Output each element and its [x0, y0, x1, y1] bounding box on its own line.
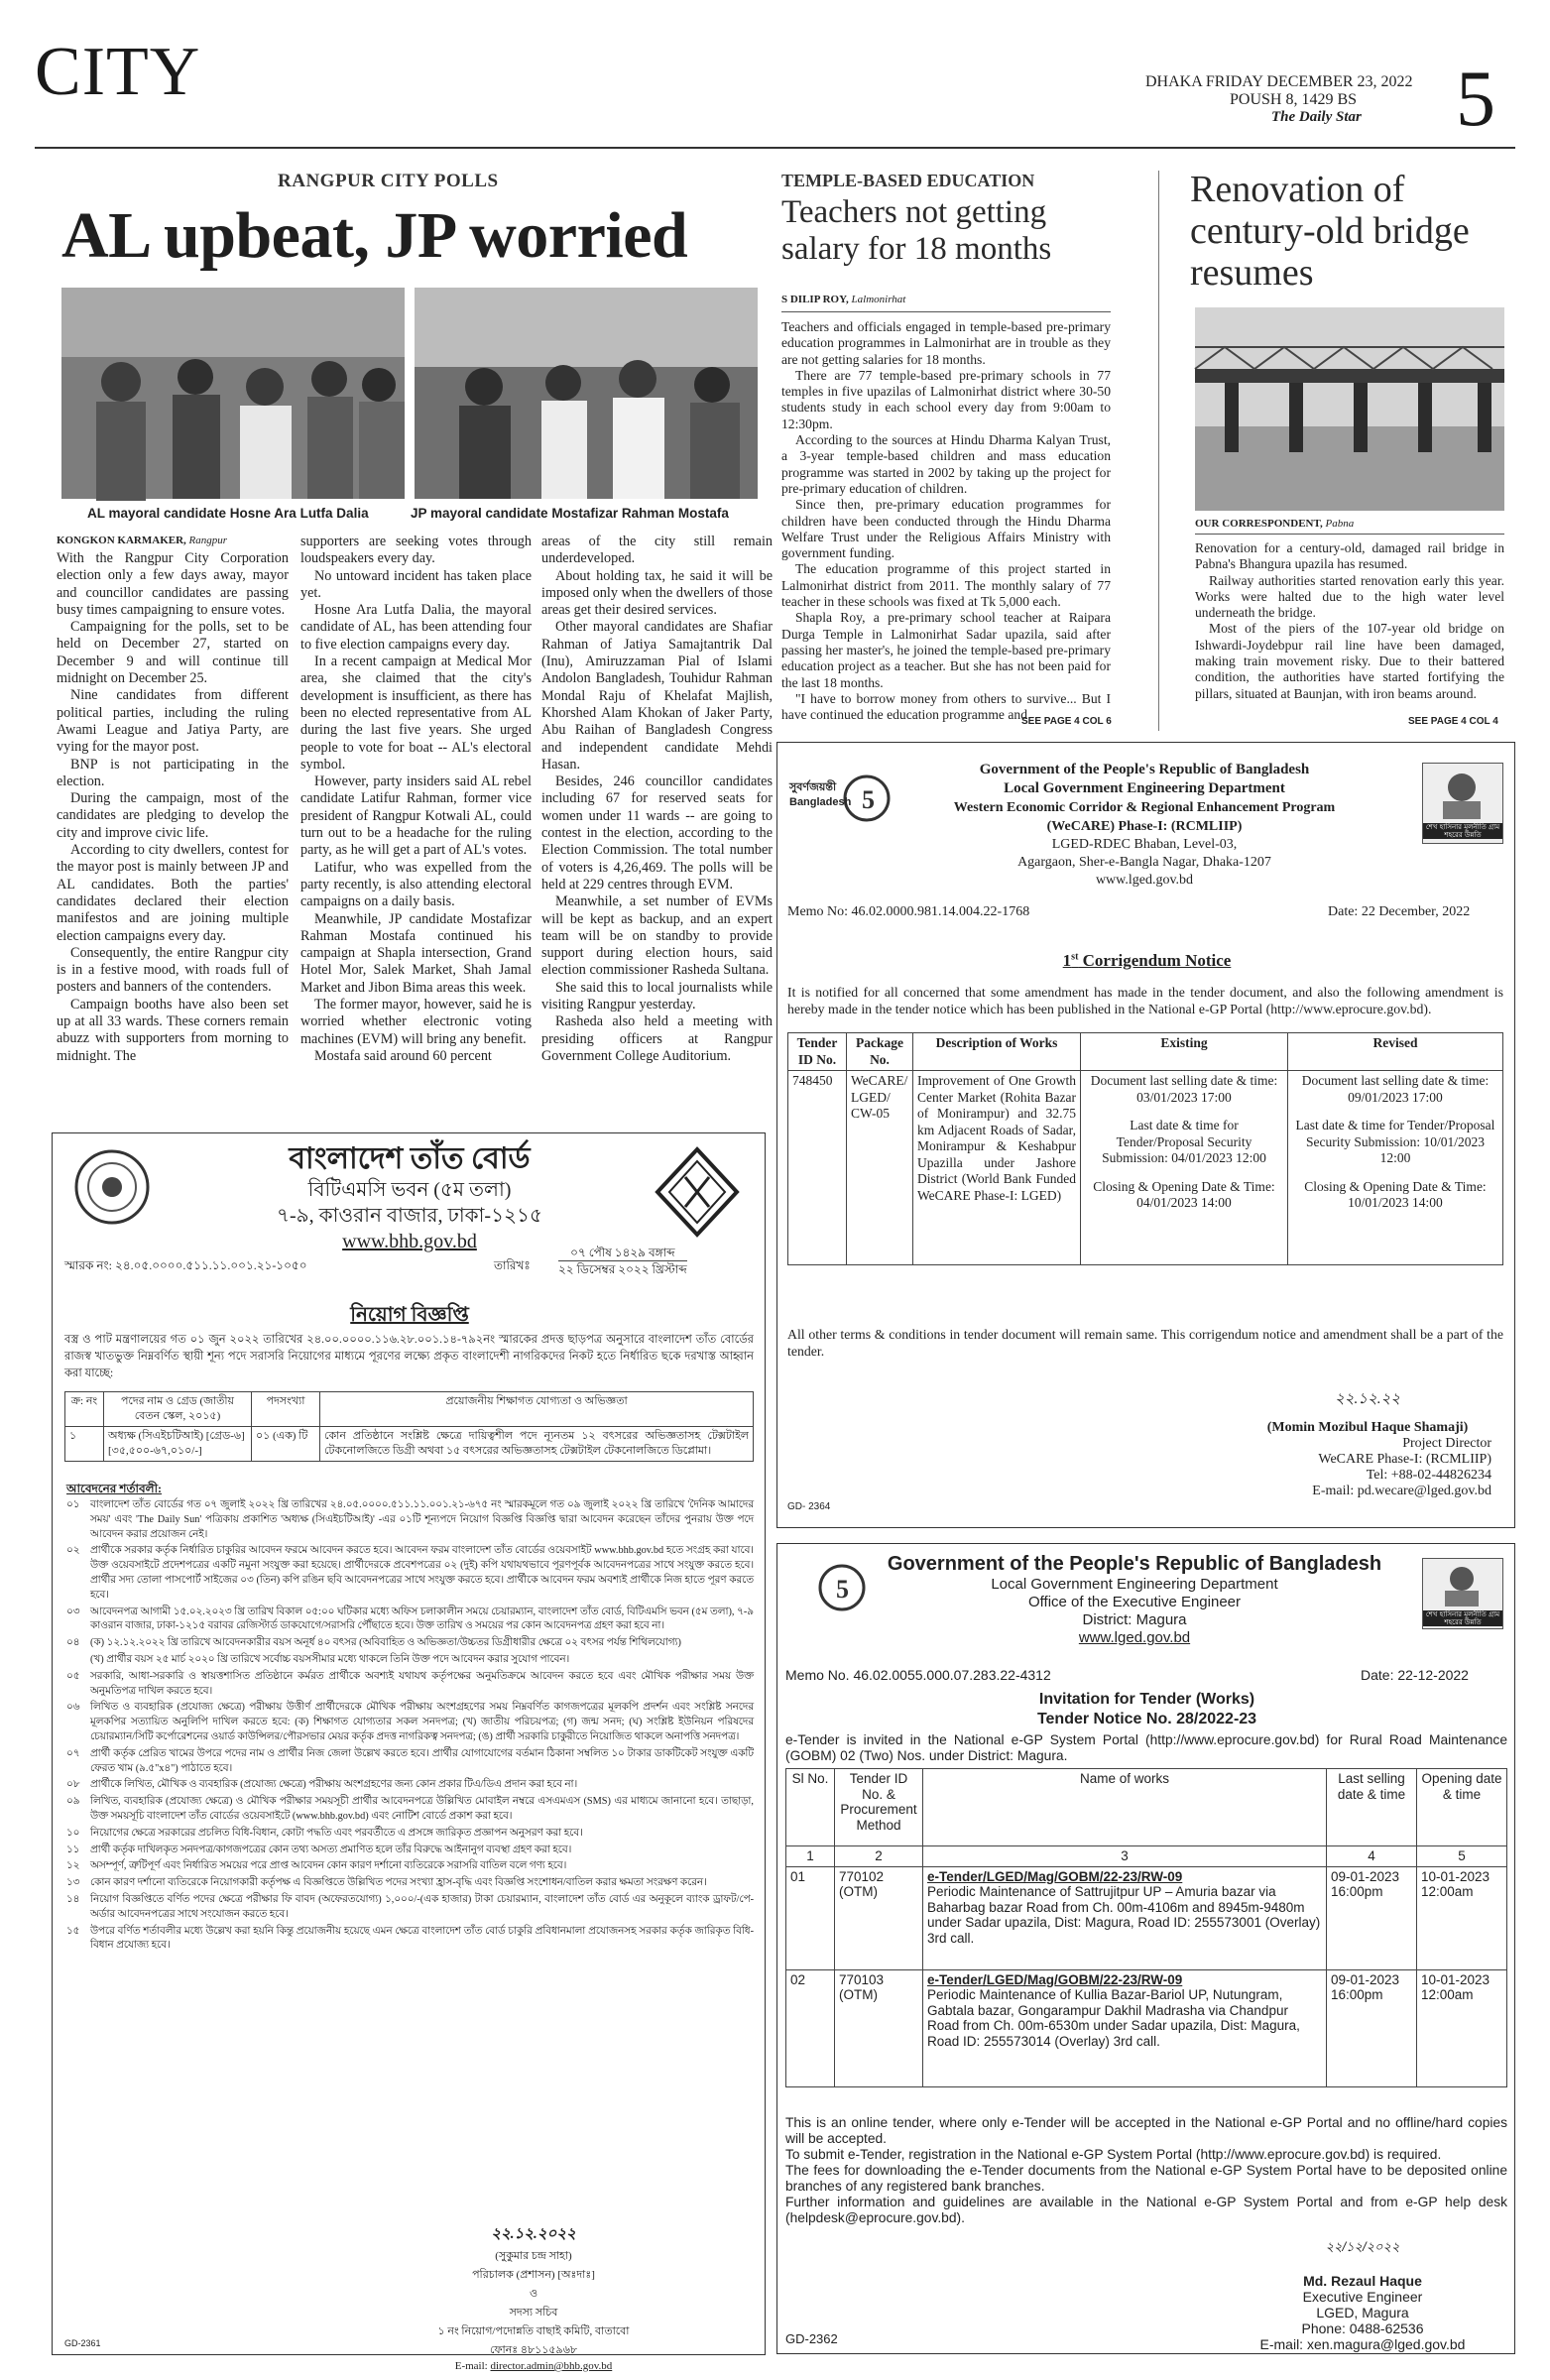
bhb-phone: ফোনঃ ৪৮১১৫৯৬৮ — [490, 2344, 577, 2356]
bridge-image — [1195, 307, 1504, 511]
th-tender-id: Tender ID No. — [788, 1033, 847, 1071]
term-text: উপরে বর্ণিত শর্তাবলীর মধ্যে উল্লেখ করা হয়নি কিন্তু প্রয়োজনীয় হয়েছে এমন ক্ষেত্রে বাংলাদেশ তাঁত বোর্ড চাকুরি প্রবিধানমালা প্রযোজনসহ সরকার কর্তৃক জারিকৃত বিধি-বিধান প্রযোজ্য হবে। — [90, 1925, 754, 1952]
story2-byline-name: S DILIP ROY, — [781, 294, 849, 305]
bth-no: ক্র: নং — [65, 1392, 104, 1427]
revised-2: Last date & time for Tender/Proposal Security Submission: 10/01/2023 12:00 — [1295, 1118, 1495, 1165]
term-text: নিয়োগ বিজ্ঞপ্তিতে বর্ণিত পদের ক্ষেত্রে পরীক্ষার ফি বাবদ (অফেরতযোগ্য) ১,০০০/-(এক হাজার) টাকা চেয়ারম্যান, বাংলাদেশ তাঁত বোর্ড এর অনুকূলে ব্যাংক ড্রাফট/পে-অর্ডার আবেদনপত্রের সাথে সংযোজন করতে হবে। — [90, 1893, 754, 1920]
bhb-heading: নিয়োগ বিজ্ঞপ্তি — [350, 1304, 469, 1326]
term-text: প্রার্থীকে লিখিত, মৌখিক ও ব্যবহারিক (প্রযোজ্য ক্ষেত্রে) পরীক্ষায় অংশগ্রহণের জন্য কোন প্রকার টিএ/ডিএ প্রদান করা হবে না। — [90, 1779, 578, 1791]
term-text: আবেদনপত্র আগামী ১৫.০২.২০২৩ খ্রি তারিখ বিকাল ০৫:০০ ঘটিকার মধ্যে অফিস চলাকালীন সময়ে চেয়ারম্যান, বাংলাদেশ তাঁত বোর্ড, বিটিএমসি ভবন (৫ম তলা), ৭-৯ কাওরান বাজার, ঢাকা-১২১৫ বরাবর রেজিস্টার্ড ডাকযোগে/সরাসরি পৌঁছাতে হবে। উক্ত তারিখ ও সময়ের পর কোন আবেদনপত্র গ্রহণ করা হবে না। — [90, 1606, 754, 1632]
mth-id: Tender ID No. & Procurement Method — [835, 1769, 923, 1846]
existing-2: Last date & time for Tender/Proposal Security Submission: 04/01/2023 12:00 — [1102, 1118, 1266, 1165]
paragraph: Teachers and officials engaged in temple-based pre-primary education programmes in Lalmonirhat are in trouble as they are not getting salaries for 18 months. — [781, 319, 1111, 367]
bhb-email-line — [410, 2360, 657, 2372]
mrow2-sell: 09-01-2023 16:00pm — [1327, 1969, 1417, 2086]
list-item — [66, 1653, 754, 1668]
paragraph: Meanwhile, a set number of EVMs will be kept as backup, and an expert team will be on standby to provide support during election hours, said election commissioner Rasheda Sultana. — [541, 893, 773, 979]
paragraph: areas of the city still remain underdeveloped. — [541, 534, 773, 567]
mnum-2: 2 — [835, 1846, 923, 1867]
paragraph: According to the sources at Hindu Dharma Kalyan Trust, a 3-year temple-based children and mass education programme was started in 2002 by taking up the project for pre-primary education of children. — [781, 432, 1111, 496]
svg-text:5: 5 — [862, 785, 875, 814]
table-row — [786, 1969, 1507, 2086]
story3-body — [1195, 540, 1504, 709]
caption-jp: JP mayoral candidate Mostafizar Rahman Mostafa — [411, 506, 729, 521]
term-text: কোন কারণ দর্শানো ব্যতিরেকে নিয়োগকারী কর্তৃপক্ষ এ বিজ্ঞপ্তিতে উল্লিখিত পদের সংখ্যা হ্রাস-বৃদ্ধি এবং বিজ্ঞপ্তি সংশোধন/বাতিল করার ক্ষমতা সংরক্ষণ করেন। — [90, 1877, 707, 1889]
paragraph: With the Rangpur City Corporation election only a few days away, mayor and councillor candidates are passing busy times campaigning to ensure votes. — [57, 550, 289, 618]
term-text: (খ) প্রার্থীর বয়স ২৫ মার্চ ২০২০ খ্রি তারিখে সর্বোচ্চ বয়সসীমার মধ্যে থাকলে তিনি উক্ত পদে আবেদন করার সুযোগ পাবেন। — [90, 1653, 570, 1665]
story3-byline-place: Pabna — [1325, 518, 1355, 530]
bhb-memo: স্মারক নং: ২৪.০৫.০০০০.৫১১.১১.০০১.২১-১০৫০ — [64, 1258, 307, 1272]
bhb-signer-title: পরিচালক (প্রশাসন) [অঃদাঃ] — [472, 2269, 595, 2281]
page-number: 5 — [1456, 56, 1495, 143]
mrow1-sell: 09-01-2023 16:00pm — [1327, 1866, 1417, 1969]
list-item — [66, 1606, 754, 1635]
term-text: প্রার্থীকে সরকার কর্তৃক নির্ধারিত চাকুরির আবেদন ফরমে আবেদন করতে হবে। আবেদন ফরম বাংলাদেশ তাঁত বোর্ডের ওয়েবসাইট www.bhb.gov.bd হতে সংগ্রহ করা যাবে। উক্ত ওয়েবসাইটে প্রদেশপত্রের একটি নমুনা সংযুক্ত করা হয়েছে। প্রার্থীদেরকে প্রবেশপত্রের ০২ (দুই) কপি যথাযথভাবে পূরণপূর্বক আবেদনপত্রের সাথে সংযুক্ত করতে হবে। প্রার্থীর সদ্য তোলা পাসপোর্ট সাইজের ০৩ (তিন) কপি রঙিন ছবি আবেদনপত্রের সাথে সংযুক্ত করতে হবে। প্রার্থীকে আবেদন ফরম অবশ্যই প্রার্থীকে নিজ হাতে পূরণ করতে হবে। — [90, 1545, 754, 1601]
bhb-intro: বস্ত্র ও পাট মন্ত্রণালয়ের গত ০১ জুন ২০২২ তারিখের ২৪.০০.০০০০.১১৬.২৮.০০১.১৪-৭৯২নং স্মারকের প্রদত্ত ছাড়পত্র অনুসারে বাংলাদেশ তাঁত বোর্ডের রাজস্ব খাতভুক্ত নিম্নবর্ণিত স্থায়ী শূন্য পদে সরাসরি নিয়োগের মাধ্যমে পূরণের লক্ষ্যে প্রকৃত বাংলাদেশী নাগরিকদের নিকট হতে নির্ধারিত ছকে দরখাস্ত আহ্বান করা যাচ্ছে: — [64, 1334, 754, 1379]
corrigendum-intro: It is notified for all concerned that some amendment has made in the tender document, and also the following amendment is hereby made in the tender notice which has been published in the National e-GP Portal (http://www.eprocure.gov.bd). — [787, 985, 1503, 1016]
term-number: ১১ — [66, 1844, 80, 1855]
bhb-sub2: ৭-৯, কাওরান বাজার, ঢাকা-১২১৫ — [276, 1205, 543, 1227]
magura-portrait — [1422, 1558, 1503, 1629]
magura-signer-org: LGED, Magura — [1316, 2305, 1409, 2320]
revised-1: Document last selling date & time: 09/01/2023 17:00 — [1301, 1073, 1490, 1105]
photo-bridge — [1195, 307, 1504, 511]
paragraph: Most of the piers of the 107-year old bridge on Ishwardi-Joydebpur rail line have been damaged, making train movement risky. Due to their battered condition, the authorities have started fortifying the pillars, situated at Baunjan, with iron beams around. — [1195, 621, 1504, 701]
btd-post: অধ্যক্ষ (সিএইচটিআই) [গ্রেড-৬] [৩৫,৫০০-৬৭,০১০/-] — [104, 1427, 252, 1462]
magura-note-1: This is an online tender, where only e-Tender will be accepted in the National e-GP Portal and no offline/hard copies will be accepted. — [785, 2115, 1507, 2146]
list-item — [66, 1859, 754, 1874]
paragraph: Since then, pre-primary education programmes for children have been conducted through the Hindu Dharma Welfare Trust under the Religious Affairs Ministry with government funding. — [781, 497, 1111, 561]
paragraph: The education programme of this project started in Lalmonirhat district from 2011. The monthly salary of 77 teacher in these schools was fixed at Tk 5,000 each. — [781, 561, 1111, 610]
story2-byline-place: Lalmonirhat — [851, 294, 906, 305]
term-text: লিখিত, ব্যবহারিক (প্রযোজ্য ক্ষেত্রে) ও মৌখিক পরীক্ষার সময়সূচী প্রার্থীর আবেদনপত্রে উল্লিখিত মোবাইল নম্বরে এসএমএস (SMS) এর মাধ্যমে জানানো হবে। তাছাড়া, উক্ত সময়সূচি বাংলাদেশ তাঁত বোর্ডের ওয়েবসাইটে (www.bhb.gov.bd) এবং নোটিশ বোর্ডে প্রকাশ করা হবে। — [90, 1796, 754, 1822]
paragraph: "I have to borrow money from others to survive... But I have continued the education programme and — [781, 690, 1111, 723]
story3-rule — [1195, 534, 1504, 535]
bhb-logo — [656, 1147, 739, 1237]
bhb-date-label: তারিখঃ — [494, 1258, 531, 1272]
td-tender-id: 748450 — [788, 1071, 847, 1265]
paragraph: Nine candidates from different political parties, including the ruling Awami League and Jatiya Party, are vying for the mayor post. — [57, 687, 289, 756]
term-text: প্রার্থী কর্তৃক প্রেরিত খামের উপরে পদের নাম ও প্রার্থীর নিজ জেলা উল্লেখ করতে হবে। প্রার্থীর যোগাযোগের বর্তমান ঠিকানা সম্বলিত ১০ টাকার ডাকটিকেট সংযুক্ত একটি ফেরত খাম (৯.৫"x৪") পাঠাতে হবে। — [90, 1747, 754, 1774]
magura-memo: Memo No. 46.02.0055.000.07.283.22-4312 — [785, 1667, 1051, 1683]
bhb-date1: ০৭ পৌষ ১৪২৯ বঙ্গাব্দ — [570, 1246, 675, 1259]
caption-al: AL mayoral candidate Hosne Ara Lutfa Dalia — [87, 506, 369, 521]
list-item — [66, 1876, 754, 1891]
ad-wecare — [776, 742, 1515, 1528]
column-divider — [1158, 171, 1159, 731]
term-text: প্রার্থী কর্তৃক দাখিলকৃত সনদপত্র/কাগজপত্রের কোন তথ্য অসত্য প্রমাণিত হলে তাঁর বিরুদ্ধে আইনানুগ ব্যবস্থা গ্রহণ করা হবে। — [90, 1844, 572, 1855]
term-number — [66, 1653, 90, 1668]
wecare-date: Date: 22 December, 2022 — [1328, 904, 1471, 919]
portrait-caption: শেখ হাসিনার মূলনীতি গ্রাম শহরের উন্নতি — [1423, 823, 1502, 839]
paragraph: During the campaign, most of the candidates are pledging to develop the city and improve civic life. — [57, 790, 289, 841]
list-item — [66, 1778, 754, 1793]
revised-3: Closing & Opening Date & Time: 10/01/2023 14:00 — [1304, 1178, 1487, 1210]
wecare-sign-date: ২২.১২.২২ — [1335, 1391, 1400, 1407]
story1-kicker: RANGPUR CITY POLLS — [278, 171, 499, 191]
magura-phone: Phone: 0488-62536 — [1301, 2320, 1424, 2336]
term-number: ০২ — [66, 1545, 80, 1557]
term-number: ১৪ — [66, 1893, 80, 1905]
magura-org3: Office of the Executive Engineer — [1027, 1594, 1241, 1610]
list-item — [66, 1827, 754, 1842]
bhb-email-label: E-mail: — [454, 2360, 488, 2372]
magura-portrait-icon — [1423, 1559, 1500, 1606]
photo-al-candidate — [61, 288, 405, 499]
wecare-tel: Tel: +88-02-44826234 — [1366, 1468, 1491, 1483]
paragraph: Shapla Roy, a pre-primary school teacher at Raipara Durga Temple in Lalmonirhat Sadar upazila, said after passing her master's, he joined the temple-based pre-primary education project as a teacher. But she has not been paid for the last 18 months. — [781, 610, 1111, 690]
term-number: ০৫ — [66, 1670, 80, 1682]
paragraph: Campaign booths have also been set up at all 33 wards. These corners remain abuzz with supporters from morning to midnight. The — [57, 996, 289, 1064]
bth-count: পদসংখ্যা — [252, 1392, 320, 1427]
magura-notice-no: Tender Notice No. 28/2022-23 — [1036, 1711, 1257, 1727]
term-text: লিখিত ও ব্যবহারিক (প্রযোজ্য ক্ষেত্রে) পরীক্ষায় উত্তীর্ণ প্রার্থীদেরকে মৌখিক পরীক্ষায় অংশগ্রহণের সময় নিম্নবর্ণিত কাগজপত্রের মূলকপি প্রদর্শন এবং সংশ্লিষ্ট সনদের মূলকপির সত্যায়িত অনুলিপি দাখিল করতে হবে: (ক) শিক্ষাগত যোগ্যতার সকল সনদপত্র; (খ) জাতীয় পরিচয়পত্র; (গ) জন্ম সনদ; (ঘ) সংশ্লিষ্ট ইউনিয়ন পরিষদের চেয়ারম্যান/সিটি কর্পোরেশনের ওয়ার্ড কাউন্সিলর/পৌরসভার মেয়র কর্তৃক প্রদত্ত নাগরিকত্ব সনদপত্র; (ঙ) প্রার্থী সরকারি চাকুরীতে নিয়োজিত থাকলে অনাপত্তি সনদপত্র। — [90, 1702, 754, 1742]
list-item — [66, 1747, 754, 1777]
wecare-web[interactable]: www.lged.gov.bd — [1095, 873, 1194, 888]
paragraph: However, party insiders said AL rebel candidate Latifur Rahman, former vice president of Rangpur Kotwali AL, could turn out to be a headache for the ruling party, as he will get a part of AL's votes. — [300, 774, 532, 859]
term-number: ১২ — [66, 1860, 80, 1872]
bth-post: পদের নাম ও গ্রেড (জাতীয় বেতন স্কেল, ২০১৫) — [104, 1392, 252, 1427]
paragraph: Latifur, who was expelled from the party recently, is also attending electoral campaigns on a daily basis. — [300, 859, 532, 910]
magura-note-3: The fees for downloading the e-Tender documents from the National e-GP System Portal have to be deposited online branches of any registered bank branches. — [785, 2163, 1507, 2194]
btd-no: ১ — [65, 1427, 104, 1462]
wecare-gd: GD- 2364 — [787, 1501, 831, 1512]
mrow1-code: e-Tender/LGED/Mag/GOBM/22-23/RW-09 — [927, 1868, 1183, 1884]
mrow1-works — [923, 1866, 1327, 1969]
paragraph: No untoward incident has taken place yet. — [300, 567, 532, 601]
bhb-gd: GD-2361 — [64, 2338, 101, 2348]
th-revised: Revised — [1288, 1033, 1503, 1071]
magura-org2: Local Government Engineering Department — [991, 1576, 1278, 1593]
wecare-addr2: Agargaon, Sher-e-Bangla Nagar, Dhaka-1207 — [1017, 855, 1271, 870]
magura-table — [785, 1768, 1507, 2087]
list-item — [66, 1701, 754, 1744]
magura-signer: Md. Rezaul Haque — [1303, 2273, 1422, 2289]
bhb-date2: ২২ ডিসেম্বর ২০২২ খ্রিস্টাব্দ — [558, 1262, 687, 1276]
paragraph: Other mayoral candidates are Shafiar Rahman of Jatiya Samajtantrik Dal (Inu), Amiruzzaman Pial of Islami Andolon Bangladesh, Touhidur Rahman Mondal Raju of Khelafat Majlish, Khorshed Alam Khokan of Jaker Party, Abu Raihan of Bangladesh Congress and independent candidate Mehdi Hasan. — [541, 619, 773, 773]
magura-org1: Government of the People's Republic of Bangladesh — [887, 1553, 1382, 1575]
portrait-icon — [1423, 764, 1500, 819]
list-item — [66, 1893, 754, 1923]
ad-magura — [776, 1543, 1515, 2354]
bhb-web[interactable]: www.bhb.gov.bd — [342, 1231, 477, 1252]
loom-board-logo-icon — [656, 1147, 739, 1237]
term-number: ১০ — [66, 1827, 80, 1839]
bangla-date: POUSH 8, 1429 BS — [1230, 91, 1358, 108]
term-number: ০৭ — [66, 1747, 80, 1759]
magura-note-2: To submit e-Tender, registration in the National e-GP System Portal (http://www.eprocure.gov.bd) is required. — [785, 2147, 1442, 2162]
magura-email[interactable]: E-mail: xen.magura@lged.gov.bd — [1259, 2336, 1466, 2352]
magura-portrait-caption: শেখ হাসিনার মূলনীতি গ্রাম শহরের উন্নতি — [1423, 1610, 1502, 1626]
paragraph: Campaigning for the polls, set to be held on December 27, started on December 9 and will continue till midnight on December 25. — [57, 619, 289, 687]
mnum-3: 3 — [923, 1846, 1327, 1867]
magura-intro: e-Tender is invited in the National e-GP System Portal (http://www.eprocure.gov.bd) for Rural Road Maintenance (GOBM) 02 (Two) Nos. under District: Magura. — [785, 1732, 1507, 1763]
wecare-addr1: LGED-RDEC Bhaban, Level-03, — [1051, 837, 1238, 852]
magura-title: Invitation for Tender (Works) — [1038, 1691, 1255, 1708]
magura-note-4: Further information and guidelines are available in the National e-GP System Portal and from e-GP help desk (helpdesk@eprocure.gov.bd). — [785, 2195, 1507, 2225]
term-number: ০৯ — [66, 1796, 80, 1808]
paragraph: Besides, 246 councillor candidates including 67 for reserved seats for women under 11 wards -- are going to contest in the election, according to the Election Commission. The total number of voters is 4,26,469. The polls will be held at 229 centres through EVM. — [541, 774, 773, 892]
table-row — [786, 1866, 1507, 1969]
paragraph: Hosne Ara Lutfa Dalia, the mayoral candidate of AL, has been attending four to five election campaigns every day. — [300, 602, 532, 653]
bhb-title: বাংলাদেশ তাঁত বোর্ড — [289, 1142, 531, 1175]
mrow1-work: Periodic Maintenance of Sattrujitpur UP – Amuria bazar via Baharbag bazar Road from Ch. 00m-4106m and 8945m-9480m under Sadar upazila, Dist: Magura, Road ID: 255573001 (Overlay) 3rd call. — [927, 1884, 1321, 1946]
mth-open: Opening date & time — [1417, 1769, 1507, 1846]
term-number: ০১ — [66, 1499, 80, 1510]
term-number: ০৬ — [66, 1702, 80, 1714]
term-text: বাংলাদেশ তাঁত বোর্ডের গত ০৭ জুলাই ২০২২ খ্রি তারিখের ২৪.০৫.০০০০.৫১১.১১.০০১.২১-৬৭৫ নং স্মারকমূলে গত ০৯ জুলাই ২০২২ খ্রি তারিখে 'দৈনিক আমাদের সময়' এবং 'The Daily Sun' পত্রিকায় প্রকাশিত 'অধ্যক্ষ (সিএইচটিআই)' -এর ০১টি শূন্যপদে নিয়োগ বিজ্ঞপ্তি বিজ্ঞপ্তি দ্বারা আবেদন করেছেন তাঁদের পুনরায় উক্ত পদে আবেদন করার প্রয়োজন নেই। — [90, 1499, 754, 1540]
story3-headline: Renovation of century-old bridge resumes — [1190, 169, 1470, 294]
paragraph: supporters are seeking votes through loudspeakers every day. — [300, 534, 532, 567]
photo-jp-candidate-image — [415, 288, 758, 499]
paragraph: Mostafa said around 60 percent — [314, 1047, 492, 1064]
wecare-memo: Memo No: 46.02.0000.981.14.004.22-1768 — [787, 904, 1030, 919]
story2-byline — [781, 294, 905, 305]
mrow1-sl: 01 — [786, 1866, 835, 1969]
corrigendum-title-sup: st — [1071, 951, 1079, 963]
bhb-table — [64, 1391, 754, 1462]
magura-notes — [785, 2115, 1507, 2226]
btd-qual: কোন প্রতিষ্ঠানে সংশ্লিষ্ট ক্ষেত্রে দায়িত্বশীল পদে ন্যূনতম ১২ বৎসরের অভিজ্ঞতাসহ টেক্সটাইল টেকনোলজিতে ডিগ্রী অথবা ১৫ বৎসরের অভিজ্ঞতাসহ টেক্সটাইল টেকনোলজিতে ডিপ্লোমা। — [320, 1427, 754, 1462]
list-item — [66, 1670, 754, 1700]
paragraph: She said this to local journalists while visiting Rangpur yesterday. — [541, 979, 773, 1013]
story1-column-3 — [541, 534, 773, 1116]
td-existing — [1081, 1071, 1288, 1265]
corrigendum-table — [787, 1032, 1503, 1265]
th-package: Package No. — [847, 1033, 913, 1071]
list-item — [66, 1544, 754, 1603]
mrow2-open: 10-01-2023 12:00am — [1417, 1969, 1507, 2086]
mrow1-open: 10-01-2023 12:00am — [1417, 1866, 1507, 1969]
wecare-signer: (Momin Mozibul Haque Shamaji) — [1266, 1420, 1469, 1435]
td-description: Improvement of One Growth Center Market (Rohita Bazar of Monirampur) and 32.75 km Adjacent Roads of Sadar, Monirampur & Keshabpur Upazilla under Jashore District (World Bank Funded WeCARE Phase-I: LGED) — [913, 1071, 1081, 1265]
jubilee-logo-text: সুবর্ণজয়ন্তী — [789, 781, 837, 793]
corrigendum-title-text: Corrigendum Notice — [1078, 951, 1232, 970]
term-number: ০৪ — [66, 1637, 80, 1649]
mrow1-id: 770102 (OTM) — [835, 1866, 923, 1969]
paragraph: BNP is not participating in the election. — [57, 756, 289, 789]
term-number: ০৮ — [66, 1779, 80, 1791]
term-number: ০৩ — [66, 1606, 80, 1617]
bhb-terms-heading: আবেদনের শর্তাবলী: — [66, 1482, 163, 1495]
jubilee-logo-sub: Bangladesh — [789, 796, 852, 808]
magura-web[interactable]: www.lged.gov.bd — [1078, 1629, 1191, 1646]
list-item — [66, 1925, 754, 1955]
story1-column-2 — [300, 534, 532, 1116]
story1-headline: AL upbeat, JP worried — [61, 199, 688, 272]
bhb-date-block — [558, 1245, 687, 1277]
bhb-sub1: বিটিএমসি ভবন (৫ম তলা) — [307, 1179, 512, 1201]
story1-column-1 — [57, 550, 289, 1116]
magura-sign-date: ২২/১২/২০২২ — [1325, 2239, 1400, 2254]
story3-see-page[interactable]: SEE PAGE 4 COL 4 — [1408, 716, 1498, 727]
existing-1: Document last selling date & time: 03/01/2023 17:00 — [1090, 1073, 1278, 1105]
svg-text:5: 5 — [836, 1575, 849, 1604]
wecare-org3: Western Economic Corridor & Regional Enhancement Program — [953, 800, 1336, 815]
paragraph: Railway authorities started renovation early this year. Works were halted due to the high water level underneath the bridge. — [1195, 572, 1504, 621]
term-text: সরকারি, আধা-সরকারি ও স্বায়ত্তশাসিত প্রতিষ্ঠানে কর্মরত প্রার্থীকে অবশ্যই যথাযথ কর্তৃপক্ষের অনুমতিক্রমে আবেদন করতে হবে এবং মৌখিক পরীক্ষার সময় উক্ত অনুমতিপত্র দাখিল করতে হবে। — [90, 1670, 754, 1697]
paragraph: About holding tax, he said it will be imposed only when the dwellers of those areas get their desired services. — [541, 567, 773, 619]
bhb-sign-date: ২২.১২.২০২২ — [491, 2226, 576, 2242]
photo-al-candidate-image — [61, 288, 405, 499]
portrait-box — [1422, 763, 1503, 844]
dateline: DHAKA FRIDAY DECEMBER 23, 2022 — [1145, 73, 1413, 90]
th-existing: Existing — [1081, 1033, 1288, 1071]
government-seal-icon — [72, 1147, 152, 1227]
term-text: অসম্পূর্ণ, ত্রুটিপূর্ণ এবং নির্ধারিত সময়ের পরে প্রাপ্ত আবেদন কোন কারণ দর্শানো ব্যতিরেকে সরাসরি বাতিল বলে গণ্য হবে। — [90, 1860, 567, 1872]
mrow2-work: Periodic Maintenance of Kullia Bazar-Bariol UP, Nutungram, Gabtala bazar, Gongarampur Dakhil Madrasha via Chandpur Road from Ch. 00m-6530m under Sadar upazila, Dist: Magura, Road ID: 255573014 (Overlay) 3rd call. — [927, 1987, 1300, 2049]
btd-count: ০১ (এক) টি — [252, 1427, 320, 1462]
bhb-and: ও — [529, 2288, 538, 2300]
story2-headline: Teachers not getting salary for 18 months — [781, 194, 1052, 267]
bhb-signer: (সুকুমার চন্দ্র সাহা) — [495, 2250, 572, 2262]
paper-logo: The Daily Star — [1271, 109, 1362, 125]
story3-byline-name: OUR CORRESPONDENT, — [1195, 518, 1323, 530]
list-item — [66, 1498, 754, 1542]
story3-byline — [1195, 518, 1354, 530]
list-item — [66, 1844, 754, 1858]
term-number: ১৩ — [66, 1877, 80, 1889]
mrow2-sl: 02 — [786, 1969, 835, 2086]
story1-byline-place: Rangpur — [188, 535, 228, 546]
term-text: (ক) ১২.১২.২০২২ খ্রি তারিখে আবেদনকারীর বয়স অনূর্ধ ৪০ বৎসর (অবিবাহিত ও অভিজ্ঞতা/উচ্চতর ডিগ্রীধারীর ক্ষেত্রে ০২ বৎসর পর্যন্ত শিথিলযোগ্য) — [90, 1637, 681, 1649]
th-description: Description of Works — [913, 1033, 1081, 1071]
story1-byline — [57, 535, 227, 546]
wecare-signature — [1244, 1387, 1491, 1499]
paragraph: The former mayor, however, said he is worried whether electronic voting machines (EVM) will bring any benefit. — [300, 997, 532, 1047]
magura-signer-title: Executive Engineer — [1302, 2289, 1423, 2305]
masthead-rule — [35, 147, 1515, 149]
mrow2-id: 770103 (OTM) — [835, 1969, 923, 2086]
wecare-signer-title: Project Director — [1402, 1436, 1491, 1451]
bhb-header — [152, 1141, 667, 1254]
list-item — [66, 1795, 754, 1825]
wecare-org2: Local Government Engineering Department — [1004, 780, 1285, 796]
paragraph: In a recent campaign at Medical Mor area, she claimed that the city's development is insufficient, as there has been no elected representative from AL during the last five years. She urged people to vote for boat -- AL's electoral symbol. — [300, 654, 532, 773]
paragraph: Meanwhile, JP candidate Mostafizar Rahman Mostafa continued his campaign at Shapla intersection, Grand Hotel Mor, Salek Market, Shah Jamal Market and Jibon Bima areas this week. — [300, 910, 532, 996]
mnum-4: 4 — [1327, 1846, 1417, 1867]
bhb-committee2: ১ নং নিয়োগ/পদোন্নতি বাছাই কমিটি, বাতাবো — [437, 2325, 630, 2337]
wecare-header — [877, 761, 1412, 890]
corrigendum-title-num: 1 — [1062, 951, 1072, 970]
magura-org4: District: Magura — [1082, 1611, 1187, 1628]
wecare-signer-org: WeCARE Phase-I: (RCMLIIP) — [1318, 1452, 1491, 1467]
mth-works: Name of works — [923, 1769, 1327, 1846]
term-number: ১৫ — [66, 1925, 80, 1937]
story2-rule — [781, 311, 1111, 312]
mnum-1: 1 — [786, 1846, 835, 1867]
magura-signature — [1224, 2238, 1501, 2352]
paragraph: According to city dwellers, contest for the mayor post is mainly between JP and AL candidates. Both the parties' candidates declared their election manifestos and are joining multiple election campaigns every day. — [57, 842, 289, 944]
paragraph: Renovation for a century-old, damaged rail bridge in Pabna's Bhangura upazila has resumed. — [1195, 540, 1504, 572]
photo-jp-candidate — [415, 288, 758, 499]
story2-kicker: TEMPLE-BASED EDUCATION — [781, 171, 1035, 190]
bhb-email[interactable]: director.admin@bhb.gov.bd — [490, 2360, 613, 2372]
mth-sl: Sl No. — [786, 1769, 835, 1846]
story2-see-page[interactable]: SEE PAGE 4 COL 6 — [1021, 716, 1112, 727]
magura-gd: GD-2362 — [785, 2331, 838, 2346]
section-title: CITY — [35, 34, 201, 110]
ad-bhb — [52, 1132, 766, 2372]
corrigendum-title — [777, 951, 1516, 971]
wecare-email[interactable]: E-mail: pd.wecare@lged.gov.bd — [1312, 1484, 1491, 1498]
list-item — [66, 1636, 754, 1651]
bhb-committee: সদস্য সচিব — [509, 2307, 558, 2319]
story1-byline-name: KONGKON KARMAKER, — [57, 535, 186, 546]
bth-qual: প্রয়োজনীয় শিক্ষাগত যোগ্যতা ও অভিজ্ঞতা — [320, 1392, 754, 1427]
paragraph: There are 77 temple-based pre-primary schools in 77 temples in five upazilas of Lalmonirhat district where 30-50 students study in each school every day from 9:00am to 12:30pm. — [781, 367, 1111, 431]
bhb-terms — [66, 1498, 754, 2201]
wecare-org1: Government of the People's Republic of Bangladesh — [979, 762, 1310, 777]
corrigendum-footer: All other terms & conditions in tender document will remain same. This corrigendum notice and amendment shall be a part of the tender. — [787, 1327, 1503, 1359]
mth-sell: Last selling date & time — [1327, 1769, 1417, 1846]
paragraph: Consequently, the entire Rangpur city is in a festive mood, with roads full of posters and banners of the contenders. — [57, 944, 289, 996]
mrow2-works — [923, 1969, 1327, 2086]
bd-govt-seal — [72, 1147, 152, 1227]
paragraph: Rasheda also held a meeting with presiding officers at Rangpur Government College Auditorium. — [541, 1013, 773, 1064]
bhb-signature — [410, 2222, 657, 2372]
td-package: WeCARE/ LGED/ CW-05 — [847, 1071, 913, 1265]
td-revised — [1288, 1071, 1503, 1265]
existing-3: Closing & Opening Date & Time: 04/01/2023 14:00 — [1093, 1178, 1275, 1210]
term-text: নিয়োগের ক্ষেত্রে সরকারের প্রচলিত বিধি-বিধান, কোটা পদ্ধতি এবং পরবর্তীতে এ প্রসঙ্গে জারিকৃত প্রজ্ঞাপন অনুসরণ করা হবে। — [90, 1827, 583, 1839]
magura-date: Date: 22-12-2022 — [1361, 1667, 1469, 1683]
mnum-5: 5 — [1417, 1846, 1507, 1867]
mrow2-code: e-Tender/LGED/Mag/GOBM/22-23/RW-09 — [927, 1971, 1183, 1987]
magura-header — [857, 1552, 1412, 1647]
wecare-org4: (WeCARE) Phase-I: (RCMLIIP) — [1046, 819, 1243, 834]
